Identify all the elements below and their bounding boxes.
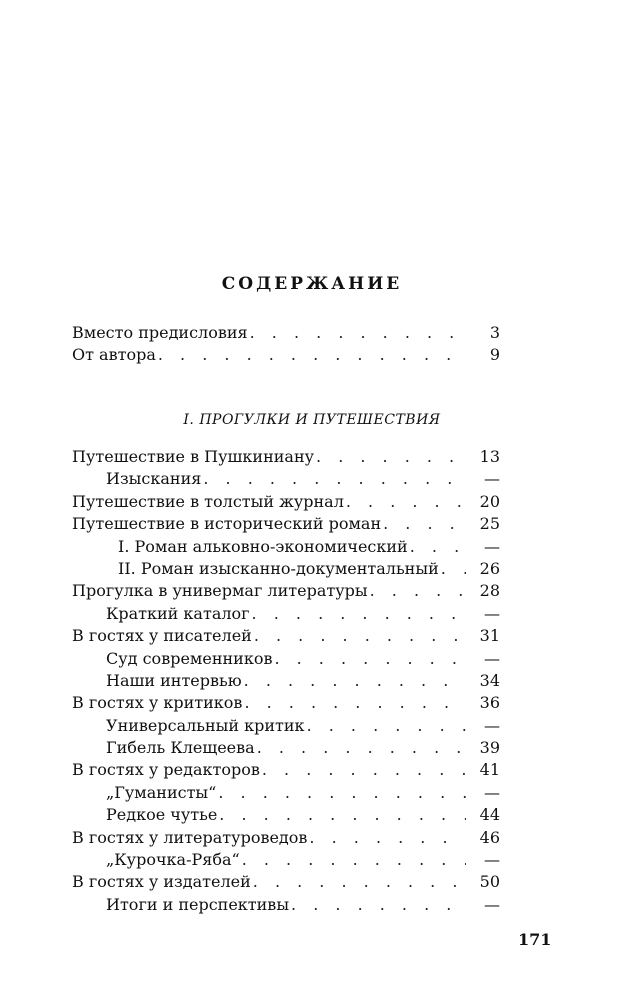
leader-dots: [307, 715, 466, 737]
toc-subentry: [72, 894, 500, 916]
toc-entry-title: В гостях у писателей: [72, 626, 252, 646]
toc-entry-page: —: [484, 648, 500, 668]
toc-entry-title: В гостях у литературоведов: [72, 827, 308, 847]
toc-entry-page: 26: [479, 558, 500, 578]
toc-entry-title: „Курочка-Ряба“: [106, 850, 240, 870]
toc-entry-title: Путешествие в исторический роман: [72, 514, 382, 534]
leader-dots: [252, 603, 466, 625]
toc-subentry: [72, 737, 500, 759]
toc-entry-page: 50: [479, 872, 500, 892]
toc-entry-title: В гостях у редакторов: [72, 760, 260, 780]
toc-entry-title: В гостях у издателей: [72, 872, 251, 892]
toc-entry-title: Изыскания: [106, 469, 202, 489]
toc-entry-page: —: [484, 850, 500, 870]
toc-entry: [72, 322, 500, 344]
leader-dots: [262, 759, 466, 781]
toc-entry-title: „Гуманисты“: [106, 782, 217, 802]
leader-dots: [203, 468, 466, 490]
toc-entry-title: От автора: [72, 345, 156, 365]
toc-entry: [72, 759, 500, 781]
contents-heading: СОДЕРЖАНИЕ: [221, 274, 403, 294]
leader-dots: [158, 344, 466, 366]
toc-entry-page: 46: [479, 827, 500, 847]
toc-entry-title: I. Роман альковно-экономический: [118, 536, 408, 556]
toc-entry-page: 20: [479, 491, 500, 511]
leader-dots: [244, 670, 466, 692]
section-entries-list: [72, 446, 500, 916]
leader-dots: [257, 737, 466, 759]
toc-entry-page: 28: [479, 581, 500, 601]
toc-entry-title: Прогулка в универмаг литературы: [72, 581, 368, 601]
toc-subentry: [72, 468, 500, 490]
toc-entry-title: Вместо предисловия: [72, 323, 248, 342]
toc-subentry: [72, 782, 500, 804]
toc-entry-page: —: [484, 894, 500, 914]
toc-entry: [72, 871, 500, 893]
leader-dots: [383, 513, 466, 535]
toc-entry-title: Путешествие в толстый журнал: [72, 491, 344, 511]
toc-entry-page: 31: [479, 626, 500, 646]
section-title: I. ПРОГУЛКИ И ПУТЕШЕСТВИЯ: [183, 412, 441, 428]
toc-entry: [72, 827, 500, 849]
toc-entry-title: Гибель Клещеева: [106, 738, 255, 758]
toc-entry-title: Суд современников: [106, 648, 273, 668]
toc-entry: [72, 513, 500, 535]
leader-dots: [254, 625, 466, 647]
toc-entry-page: 41: [479, 760, 500, 780]
toc-entry-title: В гостях у критиков: [72, 693, 243, 713]
toc-entry-title: Итоги и перспективы: [106, 894, 290, 914]
toc-entry-title: II. Роман изысканно-документальный: [118, 558, 439, 578]
toc-subentry: [72, 804, 500, 826]
page-number: 171: [518, 930, 552, 949]
toc-subentry: [72, 558, 500, 580]
toc-entry-page: 3: [489, 323, 500, 342]
toc-entry-page: —: [484, 603, 500, 623]
leader-dots: [219, 804, 466, 826]
toc-subentry: [72, 603, 500, 625]
toc-subentry: [72, 849, 500, 871]
toc-entry-page: 39: [479, 738, 500, 758]
toc-entry-page: 36: [479, 693, 500, 713]
leader-dots: [253, 871, 466, 893]
leader-dots: [309, 827, 466, 849]
toc-entry-page: 44: [479, 805, 500, 825]
toc-entry: [72, 446, 500, 468]
toc-entry-page: 25: [479, 514, 500, 534]
leader-dots: [346, 491, 466, 513]
toc-entry-title: Редкое чутье: [106, 805, 218, 825]
toc-entry: [72, 344, 500, 366]
toc-entry: [72, 692, 500, 714]
toc-subentry: [72, 715, 500, 737]
leader-dots: [316, 446, 466, 468]
toc-entry-page: 34: [479, 670, 500, 690]
toc-entry-title: Наши интервью: [106, 670, 242, 690]
leader-dots: [250, 322, 466, 344]
toc-entry-page: —: [484, 469, 500, 489]
toc-entry-page: —: [484, 715, 500, 735]
leader-dots: [274, 648, 466, 670]
toc-entry-page: 9: [489, 345, 500, 365]
leader-dots: [242, 849, 466, 871]
toc-entry: [72, 625, 500, 647]
leader-dots: [370, 580, 466, 602]
front-matter-list: [72, 322, 500, 367]
leader-dots: [291, 894, 466, 916]
toc-subentry: [72, 536, 500, 558]
leader-dots: [244, 692, 466, 714]
toc-subentry: [72, 670, 500, 692]
toc-entry-title: Путешествие в Пушкиниану: [72, 447, 315, 466]
toc-entry-page: —: [484, 782, 500, 802]
toc-entry-title: Универсальный критик: [106, 715, 305, 735]
toc-subentry: [72, 648, 500, 670]
leader-dots: [218, 782, 466, 804]
leader-dots: [441, 558, 466, 580]
toc-entry-page: —: [484, 536, 500, 556]
toc-entry: [72, 491, 500, 513]
toc-entry-title: Краткий каталог: [106, 603, 250, 623]
leader-dots: [410, 536, 466, 558]
toc-entry-page: 13: [479, 447, 500, 466]
toc-entry: [72, 580, 500, 602]
